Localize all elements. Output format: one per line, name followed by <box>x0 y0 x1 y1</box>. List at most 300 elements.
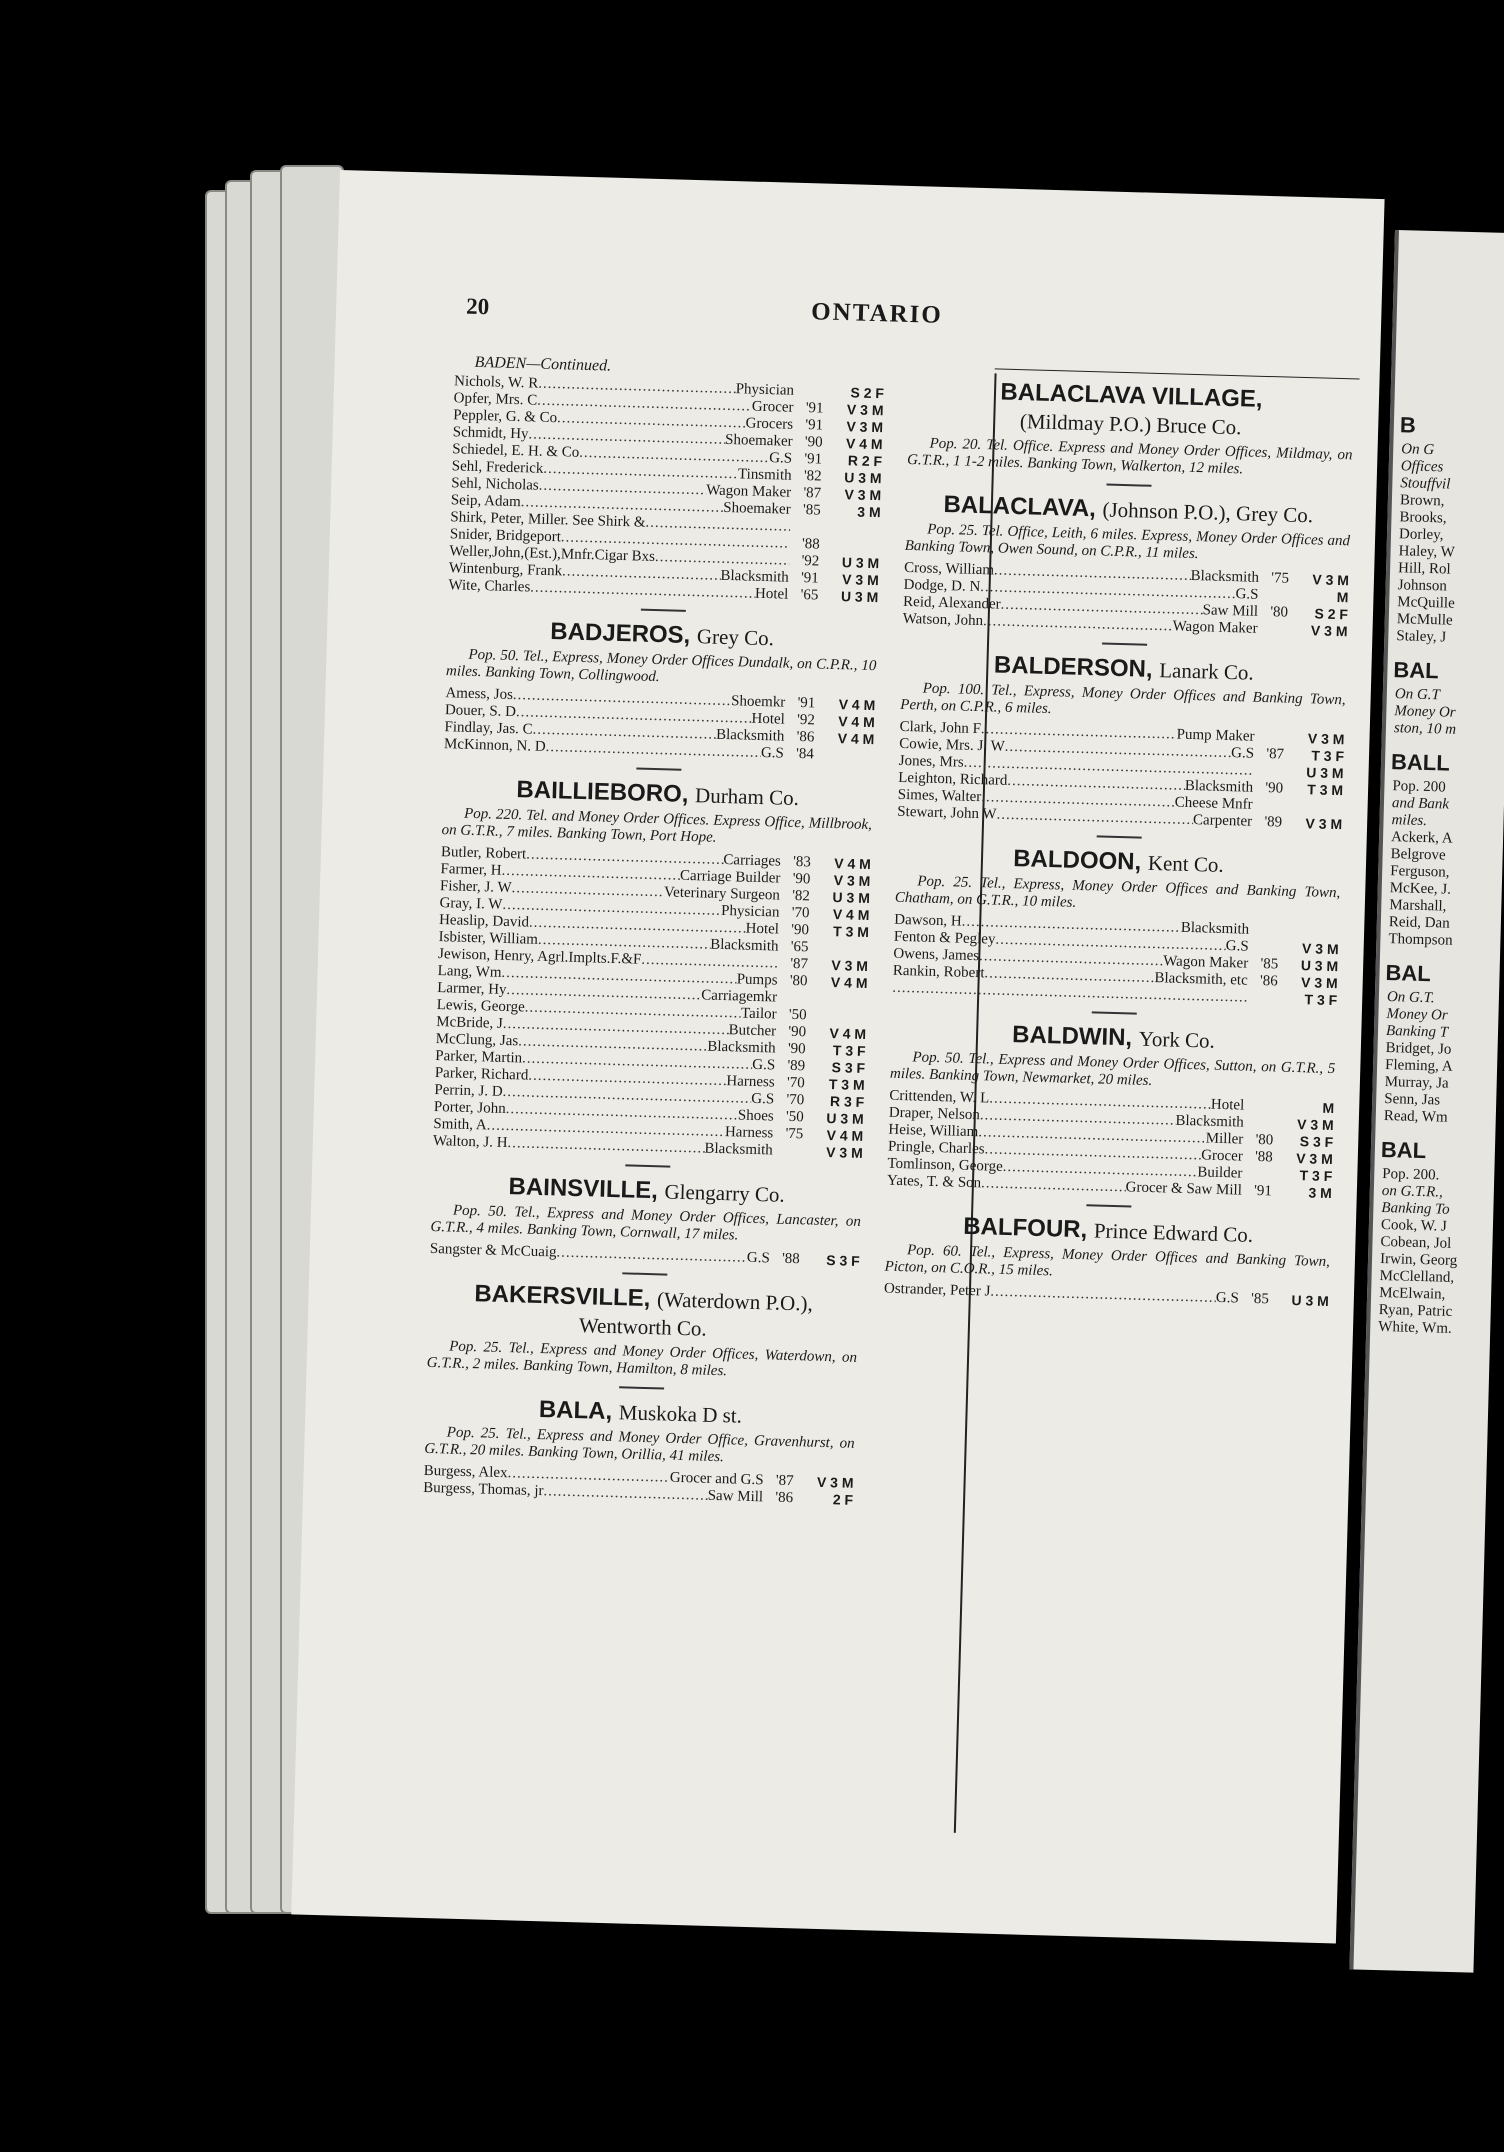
entry-name: Ostrander, Peter J <box>883 1280 991 1300</box>
entry-year: '88 <box>1254 1148 1274 1166</box>
entry-trade: Wagon Maker <box>705 482 792 501</box>
entry-rating <box>819 537 879 556</box>
book-page-stack <box>205 160 1405 1930</box>
entry-rating: T 3 M <box>1307 781 1344 799</box>
entry-year: '80 <box>1270 604 1289 621</box>
entry-rating: U 3 M <box>1291 1292 1330 1310</box>
fragment-line: Cook, W. J <box>1380 1216 1447 1235</box>
entry-trade: Cheese Mnfr <box>1174 794 1253 813</box>
fragment-line: Murray, Ja <box>1384 1074 1449 1092</box>
entry-rating: V 4 M <box>838 713 876 731</box>
place-heading: BALDWIN, York Co. <box>1011 1021 1216 1053</box>
entry-trade: Grocer <box>1200 1147 1244 1165</box>
fragment-line: McElwain, <box>1378 1284 1446 1303</box>
entry-name: Owens, James <box>893 945 980 965</box>
entry-trade: Builder <box>1197 1164 1243 1182</box>
entry-rating: T 3 F <box>832 1042 866 1060</box>
entry-trade: G.S <box>1230 745 1255 762</box>
entry-rating: U 3 M <box>832 889 871 907</box>
fragment-line: Belgrove <box>1390 846 1446 864</box>
entry-name: Reid, Alexander <box>902 593 1001 613</box>
entry-rating <box>807 990 867 1009</box>
entry-year <box>1258 587 1288 605</box>
fragment-line: Reid, Dan <box>1388 914 1450 932</box>
entry-name: Clark, John F <box>899 718 982 738</box>
entry-rating: U 3 M <box>840 588 879 606</box>
entry-name: Douer, S. D <box>444 702 517 721</box>
entry-name: Farmer, H <box>440 861 502 879</box>
entry-trade: Shoemkr <box>730 693 786 711</box>
entry-name: Perrin, J. D <box>434 1081 503 1100</box>
entry-list <box>897 719 1345 833</box>
entry-list <box>423 1463 854 1509</box>
entry-year <box>1257 621 1287 639</box>
entry-year: '85 <box>802 502 821 519</box>
fragment-line: Dorley, <box>1398 526 1444 544</box>
entry-year: '82 <box>791 887 811 905</box>
entry-trade: Blacksmith <box>1184 777 1254 796</box>
entry-rating: M <box>1336 589 1349 606</box>
place-description: Pop. 25. Tel., Express, Money Order Offices and Banking Town, Chatham, on G.T.R., 10 miles. <box>894 873 1341 911</box>
entry-name: Parker, Martin <box>435 1048 523 1067</box>
entry-year: '86 <box>796 728 815 746</box>
fragment-line: Offices <box>1400 458 1444 476</box>
entry-year <box>773 1142 803 1160</box>
entry-trade: Blacksmith <box>707 1038 776 1057</box>
entry-name: Pringle, Charles <box>887 1138 985 1158</box>
fragment-list <box>1370 230 1504 1339</box>
entry-year: '89 <box>787 1057 806 1075</box>
entry-trade: Tinsmith <box>737 466 792 484</box>
fragment-line: Banking T <box>1385 1023 1449 1041</box>
entry-rating: V 4 M <box>838 696 876 714</box>
entry-rating: V 3 M <box>1300 974 1338 992</box>
entry-trade: G.S <box>1235 586 1259 603</box>
fragment-heading: B <box>1399 412 1417 438</box>
entry-rating: T 3 F <box>1299 1167 1333 1185</box>
fragment-heading: BALL <box>1390 749 1451 776</box>
entry-rating: V 4 M <box>830 974 868 992</box>
entry-name: Smith, A <box>433 1115 487 1134</box>
entry-year: '65 <box>790 938 809 956</box>
entry-name: Stewart, John W <box>897 803 997 823</box>
entry-trade: G.S <box>760 744 785 762</box>
entry-trade: Grocers <box>745 415 794 433</box>
entry-year: '80 <box>1255 1131 1274 1149</box>
entry-trade: Hotel <box>745 920 780 938</box>
entry-year: '91 <box>800 570 820 587</box>
entry-trade: Tailor <box>740 1005 777 1023</box>
separator <box>1086 1204 1131 1207</box>
entry-year: '87 <box>1266 746 1285 763</box>
entry-rating: T 3 M <box>832 923 870 941</box>
entry-year <box>1253 763 1283 781</box>
entry-year <box>1248 939 1278 957</box>
entry-trade: Carriages <box>723 851 782 870</box>
entry-rating: T 3 F <box>1304 991 1338 1009</box>
entry-trade: Saw Mill <box>1202 602 1259 620</box>
entry-name: Sehl, Frederick <box>451 458 544 477</box>
fragment-line: McQuille <box>1397 594 1455 612</box>
entry-name: McKinnon, N. D <box>443 736 546 755</box>
entry-year: '86 <box>1259 973 1278 990</box>
separator <box>1097 835 1142 838</box>
entry-year: '86 <box>775 1489 794 1507</box>
entry-name: Porter, John <box>433 1098 506 1117</box>
entry-rating: S 3 F <box>1299 1133 1334 1151</box>
entry-rating: T 3 F <box>1311 747 1345 765</box>
separator <box>619 1386 664 1389</box>
entry-rating: S 3 F <box>826 1252 860 1269</box>
entry-name: Fenton & Pegley <box>893 928 996 948</box>
entry-trade: Grocer and G.S <box>669 1469 764 1489</box>
entry-rating: V 4 M <box>845 435 883 453</box>
fragment-line: Cobean, Jol <box>1380 1233 1452 1252</box>
entry-year: '80 <box>789 972 808 990</box>
entry-list <box>444 685 876 765</box>
entry-name: Parker, Richard <box>434 1065 529 1084</box>
fragment-line: Banking To <box>1381 1199 1450 1218</box>
entry-rating: V 3 M <box>816 1473 854 1491</box>
fragment-line: Brown, <box>1399 492 1445 510</box>
fragment-line: Marshall, <box>1389 897 1447 915</box>
entry-year: '88 <box>781 1250 800 1268</box>
entry-year: '91 <box>804 451 823 468</box>
entry-year: '92 <box>796 711 816 729</box>
entry-name: Walton, J. H <box>432 1132 508 1152</box>
entry-year <box>790 519 820 537</box>
entry-name: Fisher, J. W <box>439 878 512 897</box>
entry-trade: Shoemaker <box>724 431 793 450</box>
entry-year: '85 <box>1250 1290 1270 1308</box>
entry-name: Cowie, Mrs. J. W <box>898 735 1005 755</box>
fragment-line: Bridget, Jo <box>1385 1040 1452 1058</box>
entry-name: Dodge, D. N <box>903 576 981 596</box>
entry-name: Seip, Adam <box>450 492 522 511</box>
place-heading: BAKERSVILLE, (Waterdown P.O.), Wentworth Co. <box>474 1280 814 1341</box>
fragment-line: Hill, Rol <box>1397 560 1451 578</box>
entry-name: Rankin, Robert <box>892 962 985 982</box>
entry-year: '87 <box>790 955 809 973</box>
fragment-line: on G.T.R., <box>1381 1182 1444 1201</box>
fragment-line: McClelland, <box>1379 1267 1455 1286</box>
entry-year: '83 <box>792 853 812 871</box>
entry-rating <box>820 520 880 539</box>
fragment-line: Johnson <box>1397 577 1448 595</box>
entry-name: Watson, John <box>902 610 984 630</box>
continued-heading: BADEN—Continued. <box>474 353 612 375</box>
entry-year <box>1252 797 1282 815</box>
place-heading: BALDOON, Kent Co. <box>1012 845 1225 877</box>
entry-year: '75 <box>785 1125 804 1143</box>
fragment-line: On G.T <box>1394 686 1441 704</box>
entry-rating: V 4 M <box>834 855 872 873</box>
entry-list <box>433 844 871 1162</box>
entry-trade: G.S <box>752 1056 776 1074</box>
entry-rating: V 4 M <box>832 906 870 924</box>
entry-name: Weller,John,(Est.),Mnfr.Cigar Bxs <box>449 543 656 565</box>
entry-trade: Blacksmith <box>715 726 785 745</box>
entry-trade: Hotel <box>751 710 786 728</box>
entry-name: Butler, Robert <box>440 844 527 863</box>
entry-trade: Veterinary Surgeon <box>663 884 781 904</box>
entry-year: '70 <box>786 1074 805 1092</box>
entry-rating: U 3 M <box>1305 764 1344 782</box>
entry-rating: 3 M <box>1308 1184 1333 1202</box>
fragment-heading: BAL <box>1393 657 1440 684</box>
entry-name: Simes, Walter <box>897 786 982 806</box>
entry-name: Burgess, Alex <box>423 1462 508 1482</box>
place-heading: BAINSVILLE, Glengarry Co. <box>508 1173 785 1207</box>
entry-rating: V 3 M <box>1295 1150 1333 1168</box>
fragment-line: and Bank <box>1391 795 1450 813</box>
entry-name: Tomlinson, George <box>887 1155 1003 1175</box>
entry-rating: V 4 M <box>829 1025 867 1043</box>
entry-name: Isbister, William <box>438 929 539 948</box>
entry-rating: R 3 F <box>829 1093 865 1110</box>
entry-trade: Harness <box>724 1124 774 1142</box>
entry-rating: 3 M <box>857 503 881 521</box>
entry-name: Lewis, George <box>436 997 525 1016</box>
entry-rating: V 4 M <box>826 1126 864 1144</box>
fragment-line: Staley, J <box>1396 628 1447 646</box>
entry-year: '84 <box>795 745 815 763</box>
entry-rating: V 3 M <box>1310 622 1348 640</box>
entry-name: McBride, J <box>436 1014 504 1032</box>
entry-rating: S 2 F <box>850 384 885 402</box>
place-heading: BALFOUR, Prince Edward Co. <box>962 1212 1254 1247</box>
entry-trade: Miller <box>1205 1130 1244 1148</box>
fragment-heading: BAL <box>1380 1136 1427 1164</box>
entry-year <box>1244 1115 1274 1133</box>
entry-trade: G.S <box>751 1090 775 1108</box>
entry-name: Draper, Nelson <box>888 1104 981 1124</box>
entry-name: Schmidt, Hy <box>452 424 529 443</box>
fragment-line: Pop. 200. <box>1382 1165 1440 1184</box>
entry-year: '90 <box>791 921 810 939</box>
fragment-line: Fleming, A <box>1384 1057 1453 1075</box>
entry-year: '90 <box>804 434 823 451</box>
entry-year: '90 <box>788 1023 807 1041</box>
entry-rating: V 3 M <box>844 486 882 504</box>
entry-year <box>1244 1098 1274 1116</box>
entry-trade: Wagon Maker <box>1162 953 1249 972</box>
entry-trade: G.S <box>768 450 793 467</box>
entry-name: Snider, Bridgeport <box>449 526 562 546</box>
fragment-line: Money Or <box>1394 703 1456 721</box>
entry-trade: Blacksmith, etc <box>1154 970 1248 989</box>
entry-rating <box>1279 923 1339 942</box>
entry-trade: Wagon Maker <box>1172 618 1258 637</box>
entry-list <box>448 373 884 606</box>
entry-year: '90 <box>787 1040 806 1058</box>
entry-year: '91 <box>1253 1182 1273 1200</box>
fragment-line: McKee, J. <box>1389 880 1452 898</box>
entry-trade: Carpenter <box>1192 812 1253 830</box>
entry-trade: Pump Maker <box>1176 726 1255 745</box>
entry-rating: V 3 M <box>1312 571 1350 589</box>
entry-name: Shirk, Peter, Miller. See Shirk & <box>450 509 646 531</box>
entry-rating: U 3 M <box>844 469 882 487</box>
separator <box>1092 1011 1137 1014</box>
fragment-line: Ryan, Patric <box>1378 1301 1453 1320</box>
entry-trade: G.S <box>1215 1289 1240 1307</box>
entry-year: '50 <box>785 1108 804 1126</box>
entry-year <box>1254 729 1284 747</box>
entry-year: '90 <box>1265 780 1284 797</box>
separator <box>636 767 681 770</box>
entry-name: Jewison, Henry, Agrl.Implts.F.&F <box>437 946 642 968</box>
entry-year: '70 <box>786 1091 805 1109</box>
entry-rating: M <box>1322 1099 1335 1117</box>
entry-trade: Saw Mill <box>707 1487 764 1506</box>
entry-year <box>1247 990 1277 1008</box>
place-heading: BALA, Muskoka D st. <box>538 1396 743 1428</box>
entry-name: Cross, William <box>903 559 995 579</box>
fragment-line: On G <box>1401 441 1435 459</box>
entry-trade: Grocer <box>751 398 794 416</box>
entry-name: Yates, T. & Son <box>886 1172 982 1192</box>
entry-rating: V 3 M <box>833 872 871 890</box>
entry-trade: Pumps <box>736 971 778 989</box>
fragment-line: Thompson <box>1388 931 1453 949</box>
entry-year: '70 <box>791 904 810 922</box>
fragment-line: Senn, Jas <box>1384 1091 1441 1109</box>
entry-trade: Carriagemkr <box>701 987 778 1006</box>
entry-trade: Butcher <box>728 1022 777 1040</box>
fragment-line: Haley, W <box>1398 543 1456 561</box>
entry-name: Dawson, H <box>894 911 962 930</box>
entry-year: '89 <box>1264 814 1283 831</box>
entry-trade: Harness <box>726 1073 775 1091</box>
fragment-line: Stouffvil <box>1400 475 1451 493</box>
page-number: 20 <box>465 293 490 320</box>
entry-year: '82 <box>803 468 822 485</box>
entry-name: Larmer, Hy <box>436 980 507 998</box>
entry-trade: Hotel <box>754 585 789 603</box>
entry-name: Burgess, Thomas, jr <box>423 1479 544 1500</box>
entry-rating: U 3 M <box>841 554 880 572</box>
entry-year <box>1249 922 1279 940</box>
place-description: Pop. 25. Tel., Express and Money Order Office, Gravenhurst, on G.T.R., 20 miles. Banking Town, Orillia, 41 miles. <box>424 1424 855 1466</box>
entry-year <box>1242 1166 1272 1184</box>
entry-name: Wite, Charles <box>448 577 531 596</box>
entry-rating: R 2 F <box>847 452 883 470</box>
entry-list <box>892 912 1339 1009</box>
entry-rating: V 3 M <box>841 571 879 589</box>
separator <box>622 1272 667 1275</box>
entry-name: Heise, William <box>888 1121 979 1141</box>
entry-year: '92 <box>801 553 820 570</box>
entry-rating: V 3 M <box>1307 730 1345 748</box>
fragment-line: Brooks, <box>1399 509 1447 527</box>
entry-rating: T 3 M <box>828 1076 865 1094</box>
leader-dots <box>990 1284 1216 1307</box>
separator <box>625 1164 670 1167</box>
entry-name: McClung, Jas <box>435 1031 519 1050</box>
entry-trade: Blacksmith <box>709 936 779 955</box>
place-heading: BALACLAVA, (Johnson P.O.), Grey Co. <box>943 490 1314 528</box>
entry-trade: Blacksmith <box>1175 1112 1244 1131</box>
entry-trade: Blacksmith <box>1180 919 1250 938</box>
entry-rating: U 3 M <box>1300 957 1339 975</box>
fragment-line: Pop. 200 <box>1392 778 1446 796</box>
fragment-line: miles. <box>1391 812 1428 830</box>
place-heading: BALDERSON, Lanark Co. <box>993 651 1255 685</box>
entry-name: Wintenburg, Frank <box>448 560 563 580</box>
entry-trade: G.S <box>746 1249 771 1267</box>
entry-rating <box>806 1007 866 1026</box>
entry-rating: S 2 F <box>1314 605 1349 623</box>
entry-name: Jones, Mrs <box>898 752 964 771</box>
entry-trade: Blacksmith <box>720 567 790 586</box>
place-description: Pop. 50. Tel., Express and Money Order Offices, Sutton, on G.T.R., 5 miles. Banking Town, Newmarket, 20 miles. <box>889 1049 1336 1090</box>
entry-year: '87 <box>775 1472 794 1490</box>
place-description: Pop. 100. Tel., Express, Money Order Offices and Banking Town, Perth, on C.P.R., 6 miles. <box>900 680 1346 718</box>
left-column <box>423 353 885 1509</box>
entry-name: Amess, Jos <box>445 685 514 704</box>
place-description: Pop. 25. Tel., Express and Money Order Offices, Waterdown, on G.T.R., 2 miles. Banking Town, Hamilton, 8 miles. <box>426 1338 858 1380</box>
entry-rating: V 3 M <box>1305 815 1343 833</box>
entry-list <box>902 560 1349 640</box>
entry-rating: V 3 M <box>1301 940 1339 958</box>
entry-list <box>887 1088 1335 1202</box>
entry-name: Opfer, Mrs. C <box>453 390 538 409</box>
entry-name: Schiedel, E. H. & Co <box>452 441 580 461</box>
entry-name: Gray, I. W <box>439 895 503 913</box>
entry-trade: Physician <box>720 902 780 921</box>
entry-rating: S 3 F <box>831 1059 866 1077</box>
entry-year: '50 <box>788 1006 807 1024</box>
entry-trade: Blacksmith <box>704 1140 774 1159</box>
place-heading: BALACLAVA VILLAGE, (Mildmay P.O.) Bruce Co. <box>1000 378 1263 440</box>
place-description: Pop. 50. Tel., Express and Money Order Offices, Lancaster, on G.T.R., 4 miles. Banking Town, Cornwall, 17 miles. <box>430 1202 862 1244</box>
entry-name: Lang, Wm <box>437 963 502 981</box>
entry-rating: V 3 M <box>846 418 884 436</box>
entry-name: Sehl, Nicholas <box>451 475 539 494</box>
separator <box>1106 484 1151 487</box>
entry-rating: 2 F <box>832 1491 854 1508</box>
directory-page <box>291 170 1384 1943</box>
fragment-heading: BAL <box>1385 960 1432 987</box>
entry-year: '85 <box>1260 956 1279 973</box>
fragment-line: ston, 10 m <box>1393 720 1457 738</box>
fragment-line: White, Wm. <box>1378 1318 1452 1337</box>
entry-rating <box>1282 798 1342 817</box>
entry-name: Heaslip, David <box>438 912 530 931</box>
entry-rating <box>808 939 868 958</box>
entry-year <box>794 383 824 401</box>
entry-trade: Physician <box>735 381 795 399</box>
entry-rating: V 3 M <box>831 957 869 975</box>
entry-trade: G.S <box>1225 938 1249 955</box>
fragment-line: Read, Wm <box>1383 1108 1448 1126</box>
entry-rating: U 3 M <box>826 1109 864 1127</box>
entry-year: '90 <box>792 870 811 888</box>
entry-rating: V 3 M <box>825 1143 863 1161</box>
place-description: Pop. 220. Tel. and Money Order Offices. Express Office, Millbrook, on G.T.R., 7 miles. Banking Town, Port Hope. <box>441 805 873 846</box>
entry-year: '75 <box>1271 570 1290 587</box>
entry-name: Peppler, G. & Co <box>452 407 558 427</box>
entry-year: '91 <box>805 417 824 434</box>
separator <box>1102 642 1147 645</box>
entry-rating <box>814 746 874 765</box>
entry-name: Nichols, W. R <box>453 373 539 392</box>
leader-dots <box>981 1175 1126 1196</box>
running-head: ONTARIO <box>810 298 944 329</box>
fragment-line: Ferguson, <box>1390 863 1450 881</box>
place-description: Pop. 60. Tel., Express, Money Order Offices and Banking Town, Picton, on C.O.R., 15 miles. <box>884 1242 1331 1280</box>
